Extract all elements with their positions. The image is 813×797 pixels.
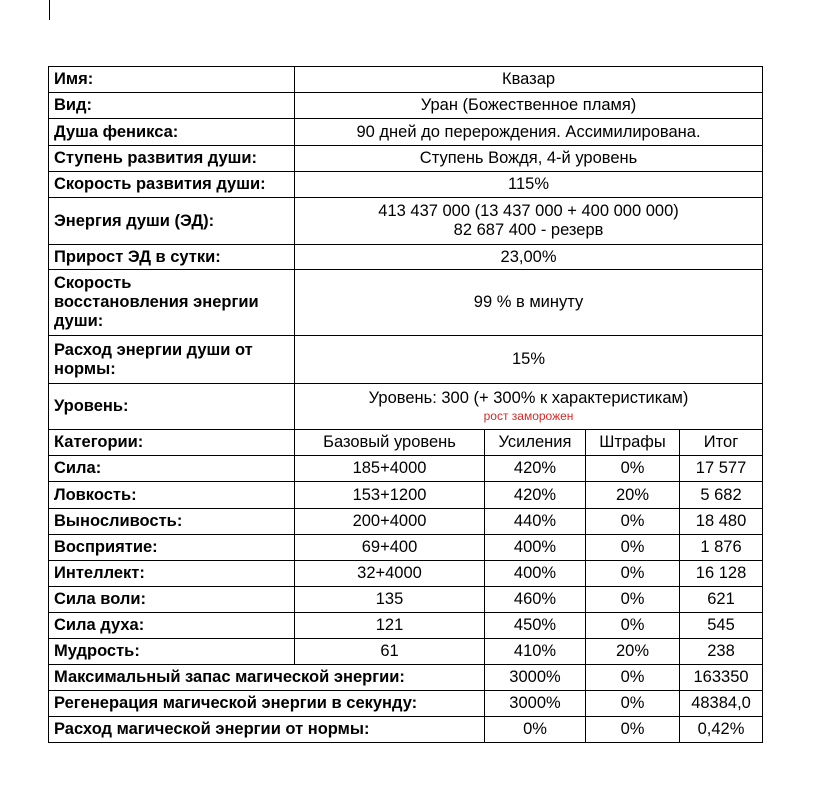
stat-base: 185+4000 (295, 456, 485, 482)
value-phoenix-soul: 90 дней до перерождения. Ассимилирована. (295, 119, 763, 146)
stat-total: 16 128 (680, 561, 763, 587)
header-penalty: Штрафы (586, 430, 680, 456)
stat-penalty: 20% (586, 482, 680, 509)
stat-base: 153+1200 (295, 482, 485, 509)
label-phoenix-soul: Душа феникса: (49, 119, 295, 146)
value-soul-energy (295, 198, 763, 245)
row-soul-energy (49, 198, 763, 245)
label-soul-consumption: Расход энергии души от нормы: (49, 336, 295, 384)
magic-name: Регенерация магической энергии в секунду: (49, 691, 485, 717)
table-row (49, 482, 763, 509)
table-row (49, 535, 763, 561)
magic-boost: 3000% (485, 665, 586, 691)
text-cursor (49, 0, 50, 20)
stat-name: Восприятие: (49, 535, 295, 561)
stat-boost: 460% (485, 587, 586, 613)
stat-name: Сила духа: (49, 613, 295, 639)
stat-boost: 410% (485, 639, 586, 665)
stat-total: 18 480 (680, 509, 763, 535)
magic-name: Максимальный запас магической энергии: (49, 665, 485, 691)
row-soul-stage (49, 146, 763, 172)
stat-total: 545 (680, 613, 763, 639)
label-level: Уровень: (49, 384, 295, 430)
stat-boost: 400% (485, 535, 586, 561)
row-soul-speed (49, 172, 763, 198)
row-soul-consumption (49, 336, 763, 384)
magic-total: 0,42% (680, 717, 763, 743)
header-boost: Усиления (485, 430, 586, 456)
label-soul-stage: Ступень развития души: (49, 146, 295, 172)
header-total: Итог (680, 430, 763, 456)
label-soul-speed: Скорость развития души: (49, 172, 295, 198)
table-row (49, 639, 763, 665)
stat-boost: 440% (485, 509, 586, 535)
row-soul-recovery (49, 270, 763, 336)
magic-penalty: 0% (586, 717, 680, 743)
stat-penalty: 0% (586, 587, 680, 613)
row-species (49, 93, 763, 119)
soul-energy-line1: 413 437 000 (13 437 000 + 400 000 000) (378, 202, 679, 220)
value-soul-energy-gain: 23,00% (295, 245, 763, 270)
table-row (49, 509, 763, 535)
stat-boost: 400% (485, 561, 586, 587)
stat-base: 32+4000 (295, 561, 485, 587)
stat-total: 621 (680, 587, 763, 613)
row-phoenix-soul (49, 119, 763, 146)
magic-total: 48384,0 (680, 691, 763, 717)
magic-penalty: 0% (586, 691, 680, 717)
soul-energy-line2: 82 687 400 - резерв (453, 221, 604, 239)
stat-total: 17 577 (680, 456, 763, 482)
stat-boost: 420% (485, 482, 586, 509)
stat-penalty: 0% (586, 613, 680, 639)
stat-penalty: 0% (586, 456, 680, 482)
stats-header-row (49, 430, 763, 456)
level-text: Уровень: 300 (+ 300% к характеристикам) (368, 389, 689, 407)
label-soul-recovery: Скорость восстановления энергии души: (49, 270, 295, 336)
stat-total: 5 682 (680, 482, 763, 509)
label-name: Имя: (49, 67, 295, 93)
label-soul-energy-gain: Прирост ЭД в сутки: (49, 245, 295, 270)
magic-boost: 3000% (485, 691, 586, 717)
stat-name: Сила: (49, 456, 295, 482)
row-level (49, 384, 763, 430)
table-row (49, 587, 763, 613)
stat-base: 135 (295, 587, 485, 613)
stat-total: 1 876 (680, 535, 763, 561)
value-soul-recovery: 99 % в минуту (295, 270, 763, 336)
magic-boost: 0% (485, 717, 586, 743)
table-row (49, 456, 763, 482)
stat-base: 61 (295, 639, 485, 665)
header-base: Базовый уровень (295, 430, 485, 456)
magic-penalty: 0% (586, 665, 680, 691)
table-row (49, 561, 763, 587)
stat-name: Ловкость: (49, 482, 295, 509)
magic-total: 163350 (680, 665, 763, 691)
stat-penalty: 0% (586, 535, 680, 561)
row-name (49, 67, 763, 93)
value-name: Квазар (295, 67, 763, 93)
stat-penalty: 20% (586, 639, 680, 665)
table-row (49, 717, 763, 743)
label-species: Вид: (49, 93, 295, 119)
stat-name: Интеллект: (49, 561, 295, 587)
stat-name: Мудрость: (49, 639, 295, 665)
value-species: Уран (Божественное пламя) (295, 93, 763, 119)
stat-boost: 450% (485, 613, 586, 639)
table-row (49, 691, 763, 717)
stat-penalty: 0% (586, 561, 680, 587)
stat-name: Выносливость: (49, 509, 295, 535)
magic-name: Расход магической энергии от нормы: (49, 717, 485, 743)
stat-base: 200+4000 (295, 509, 485, 535)
value-soul-stage: Ступень Вождя, 4-й уровень (295, 146, 763, 172)
stat-boost: 420% (485, 456, 586, 482)
row-soul-energy-gain (49, 245, 763, 270)
value-level (295, 384, 763, 430)
stat-name: Сила воли: (49, 587, 295, 613)
value-soul-speed: 115% (295, 172, 763, 198)
table-row (49, 613, 763, 639)
character-sheet-table (48, 66, 763, 743)
value-soul-consumption: 15% (295, 336, 763, 384)
table-row (49, 665, 763, 691)
header-category: Категории: (49, 430, 295, 456)
stat-base: 121 (295, 613, 485, 639)
stat-total: 238 (680, 639, 763, 665)
stat-base: 69+400 (295, 535, 485, 561)
level-frozen-note: рост заморожен (483, 409, 574, 423)
label-soul-energy: Энергия души (ЭД): (49, 198, 295, 245)
stat-penalty: 0% (586, 509, 680, 535)
